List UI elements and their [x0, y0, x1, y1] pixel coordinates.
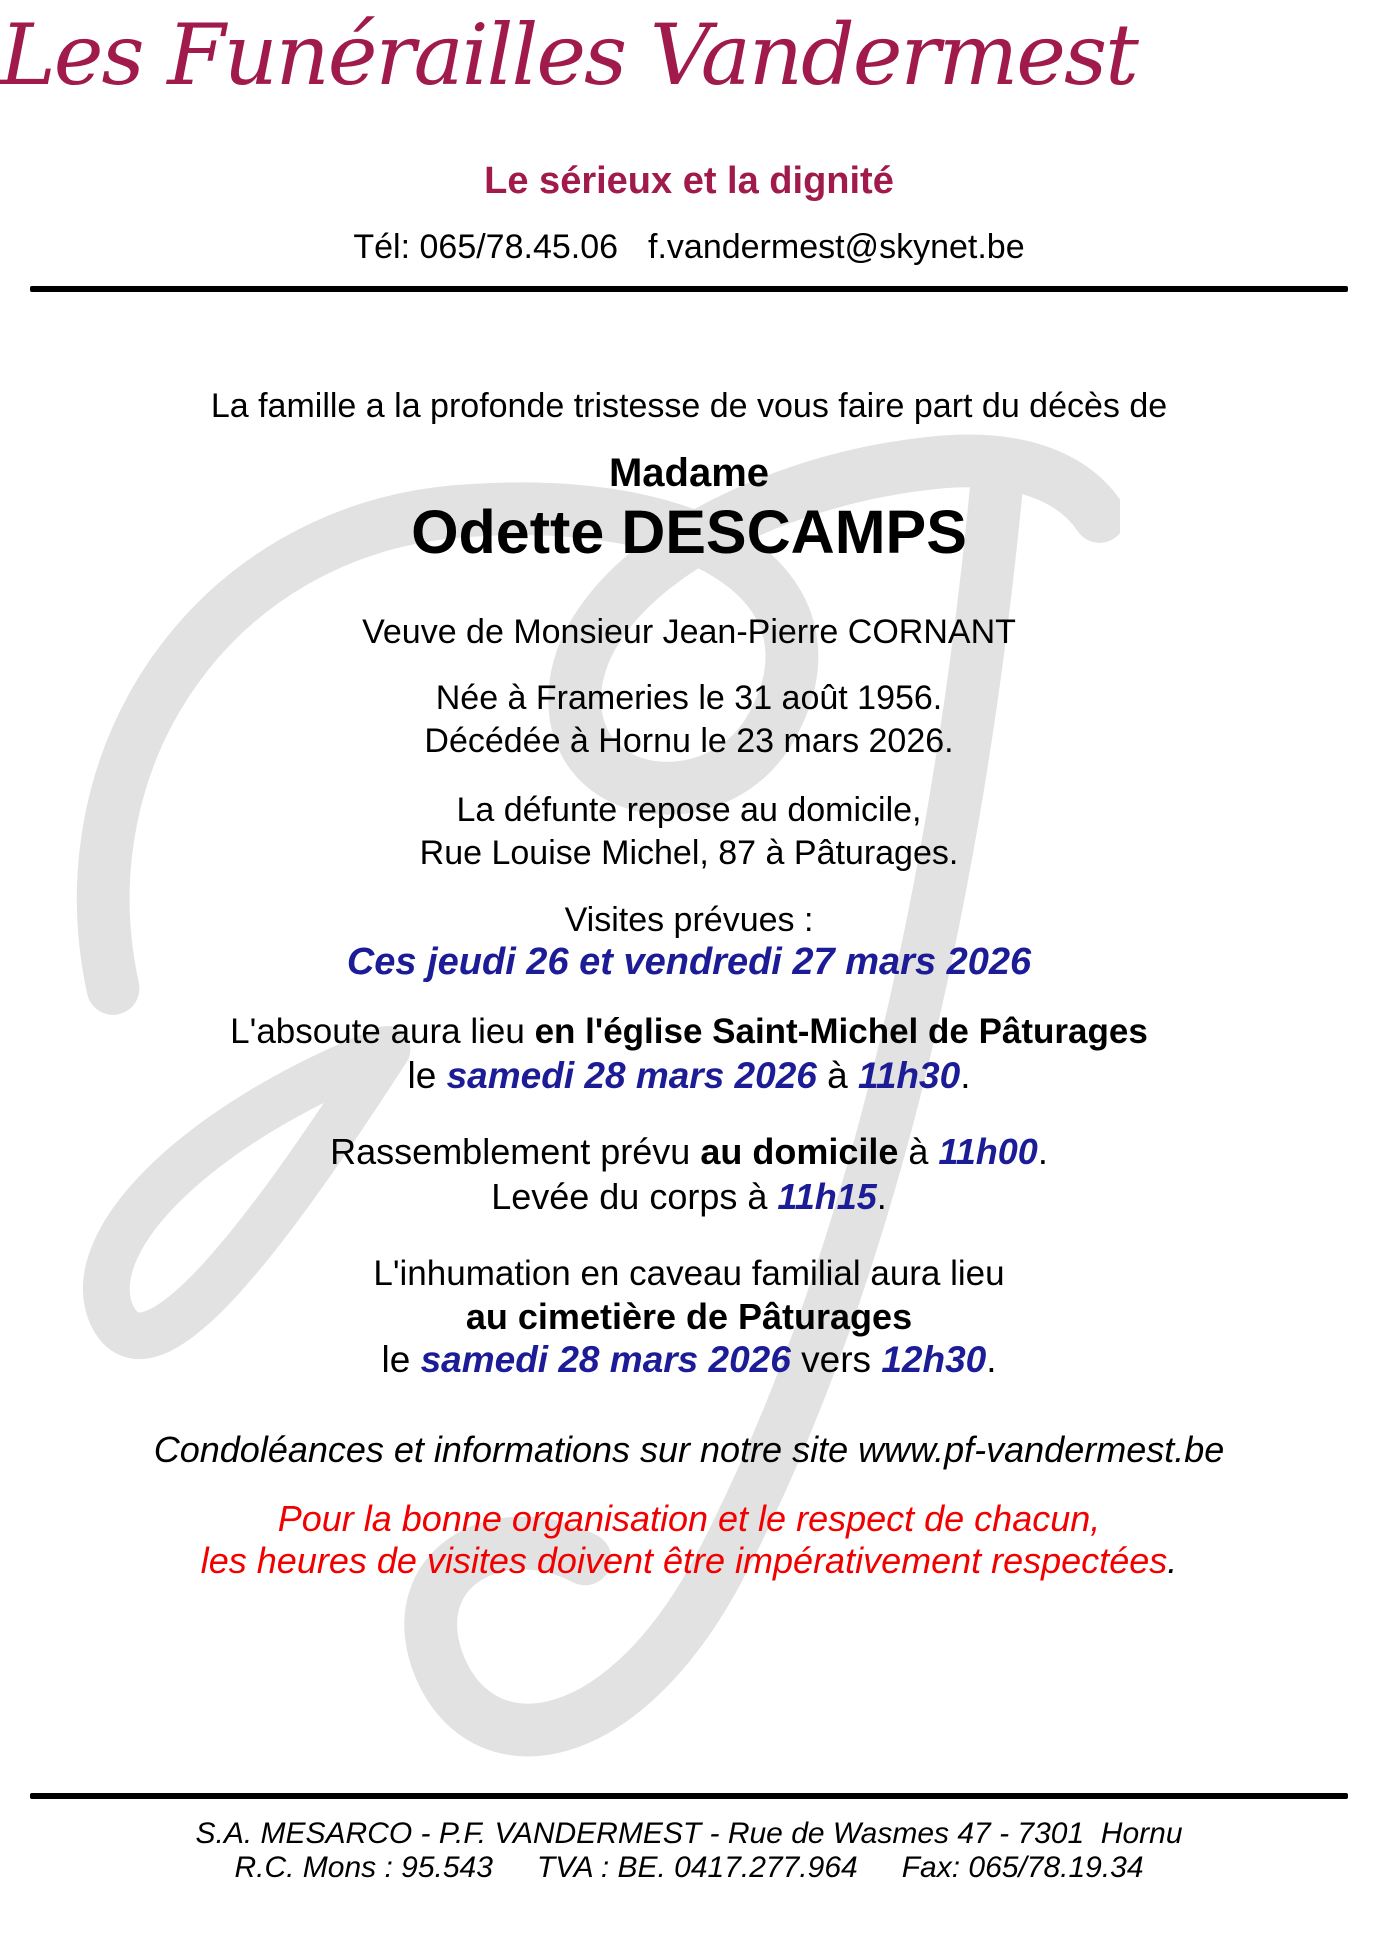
absoute-date: samedi 28 mars 2026 — [446, 1055, 817, 1096]
burial-period: . — [986, 1339, 997, 1380]
civility: Madame — [608, 451, 770, 495]
notice-line-2 — [0, 1539, 1378, 1582]
brand-title: Les Funérailles Vandermest — [0, 6, 1137, 104]
death-line: Décédée à Hornu le 23 mars 2026. — [424, 722, 954, 760]
footer-fax: Fax: 065/78.19.34 — [901, 1851, 1144, 1884]
gathering-period: . — [1037, 1131, 1048, 1172]
gathering-time: 11h00 — [938, 1131, 1038, 1172]
birth-line: Née à Frameries le 31 août 1956. — [435, 679, 943, 717]
notice-period: . — [1167, 1540, 1178, 1581]
burial-line-1: L'inhumation en caveau familial aura lieu — [373, 1254, 1005, 1293]
absoute-period: . — [960, 1055, 971, 1096]
condolences-line: Condoléances et informations sur notre site www.pf-vandermest.be — [153, 1429, 1225, 1470]
burial-time: 12h30 — [881, 1339, 987, 1380]
gathering-at: à — [898, 1131, 939, 1172]
gathering-line-1 — [0, 1130, 1378, 1173]
deceased-name: Odette DESCAMPS — [411, 498, 967, 566]
visits-dates: Ces jeudi 26 et vendredi 27 mars 2026 — [346, 941, 1032, 983]
footer-company-line: S.A. MESARCO - P.F. VANDERMEST - Rue de Wasmes 47 - 7301 Hornu — [195, 1817, 1183, 1850]
contact-line — [0, 228, 1378, 267]
burial-vers: vers — [790, 1339, 882, 1380]
burial-line-3 — [0, 1338, 1378, 1381]
header-divider — [30, 286, 1348, 292]
gathering-location: au domicile — [700, 1131, 899, 1172]
levee-period: . — [876, 1176, 887, 1217]
email-address: f.vandermest@skynet.be — [648, 228, 1025, 266]
absoute-at: à — [816, 1055, 859, 1096]
gathering-line-2 — [0, 1175, 1378, 1218]
levee-prefix: Levée du corps à — [491, 1176, 778, 1217]
burial-location: au cimetière de Pâturages — [465, 1296, 913, 1337]
absoute-line-2 — [0, 1054, 1378, 1097]
brand-tagline: Le sérieux et la dignité — [484, 160, 894, 202]
gathering-prefix: Rassemblement prévu — [330, 1131, 701, 1172]
visits-label: Visites prévues : — [564, 901, 814, 939]
repose-line-2: Rue Louise Michel, 87 à Pâturages. — [419, 834, 959, 872]
absoute-prefix: L'absoute aura lieu — [230, 1012, 535, 1051]
repose-line-1: La défunte repose au domicile, — [456, 791, 922, 829]
burial-le: le — [381, 1339, 421, 1380]
levee-time: 11h15 — [777, 1176, 877, 1217]
intro-line: La famille a la profonde tristesse de vous faire part du décès de — [210, 387, 1168, 425]
notice-text: les heures de visites doivent être impérativement respectées — [200, 1540, 1168, 1581]
notice-line-1: Pour la bonne organisation et le respect de chacun, — [277, 1498, 1101, 1539]
footer-legal-line — [0, 1851, 1378, 1885]
footer-rc: R.C. Mons : 95.543 — [234, 1851, 493, 1884]
absoute-le: le — [407, 1055, 447, 1096]
absoute-time: 11h30 — [858, 1055, 961, 1096]
relation-line: Veuve de Monsieur Jean-Pierre CORNANT — [362, 613, 1016, 651]
footer-tva: TVA : BE. 0417.277.964 — [536, 1851, 858, 1884]
absoute-location: en l'église Saint-Michel de Pâturages — [534, 1012, 1148, 1051]
burial-date: samedi 28 mars 2026 — [420, 1339, 791, 1380]
footer-divider — [30, 1793, 1348, 1799]
absoute-line-1 — [0, 1010, 1378, 1053]
phone-number: Tél: 065/78.45.06 — [353, 228, 619, 266]
